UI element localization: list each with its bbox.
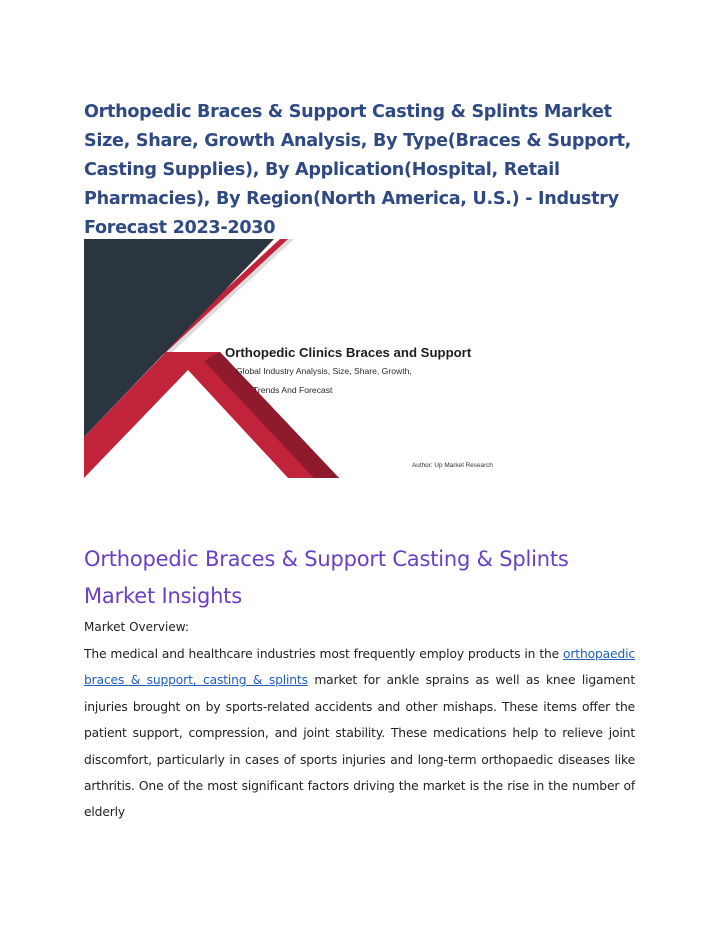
market-report-link[interactable]: orthopaedic braces & support, casting & splints	[84, 647, 635, 688]
cover-subtitle-line2: Trends And Forecast	[253, 385, 333, 395]
cover-subtitle-line1: Global Industry Analysis, Size, Share, Growth,	[236, 366, 412, 376]
cover-title: Orthopedic Clinics Braces and Support	[225, 345, 472, 360]
body-paragraph	[84, 641, 635, 826]
overview-label: Market Overview:	[84, 620, 189, 634]
paragraph-text-end: market for ankle sprains as well as knee ligament injuries brought on by sports-related accidents and other mishaps. These items offer the patient support, compression, and joint stability. These medications help to relieve joint discomfort, particularly in cases of sports injuries and long-term orthopaedic diseases like arthritis. One of the most significant factors driving the market is the rise in the number of elderly	[84, 673, 635, 820]
section-heading: Orthopedic Braces & Support Casting & Splints Market Insights	[84, 547, 569, 608]
document-title: Orthopedic Braces & Support Casting & Splints Market Size, Share, Growth Analysis, By Type(Braces & Support, Casting Supplies), By Application(Hospital, Retail Pharmacies), By Region(North America, U.S.) - Industry Forecast 2023-2030	[84, 102, 632, 238]
paragraph-text-start: The medical and healthcare industries most frequently employ products in the	[84, 647, 564, 661]
cover-author: Author: Up Market Research	[412, 462, 493, 469]
report-cover-image	[84, 239, 540, 478]
